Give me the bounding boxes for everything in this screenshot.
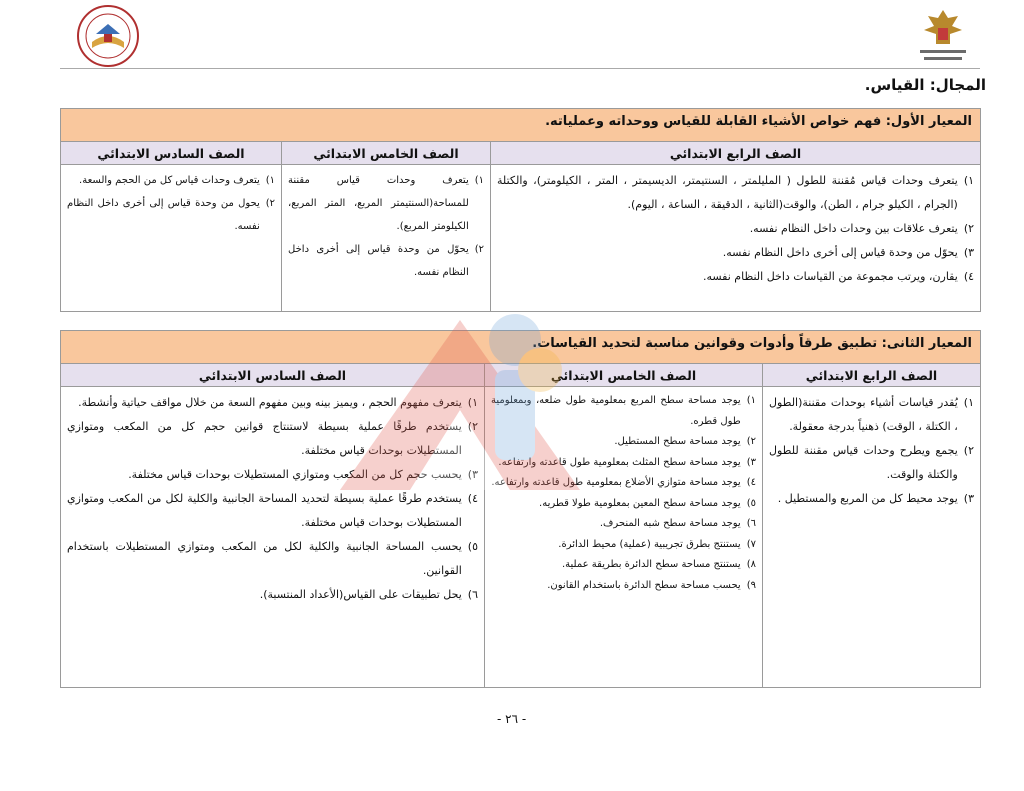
column-header-grade4: الصف الرابع الابتدائي xyxy=(763,364,981,387)
standard-one-table xyxy=(60,108,981,312)
list-item: ٨) يستنتج مساحة سطح الدائرة بطريقة عملية. xyxy=(561,559,756,570)
list-item: ٦) يحل تطبيقات على القياس(الأعداد المنتسبة). xyxy=(259,588,478,601)
standard-two-heading: المعيار الثانى: تطبيق طرقاً وأدوات وقوانين مناسبة لتحديد القياسات. xyxy=(61,331,981,364)
list-item: ١) يتعرف وحدات قياس مقننة للمساحة(السنتيمتر المربع، المتر المربع، الكيلومتر المربع). xyxy=(288,175,485,232)
column-header-grade6: الصف السادس الابتدائي xyxy=(61,364,485,387)
domain-title: المجال: القياس. xyxy=(864,76,986,94)
list-item: ٢) يستخدم طرقًا عملية بسيطة لاستنتاج قوانين حجم كل من المكعب ومتوازي المستطيلات بوحدات قياس مختلفة. xyxy=(67,420,478,457)
standard-two-table xyxy=(60,330,981,688)
page-header xyxy=(0,0,1024,72)
grade6-outcomes xyxy=(61,387,485,688)
list-item: ١) يُقدر قياسات أشياء بوحدات مقننة(الطول ، الكتلة ، الوقت) ذهنياً بدرجة معقولة. xyxy=(769,396,974,433)
standard-one-heading: المعيار الأول: فهم خواص الأشياء القابلة للقياس ووحداته وعملياته. xyxy=(61,109,981,142)
list-item: ٣) يحسب حجم كل من المكعب ومتوازي المستطيلات بوحدات قياس مختلفة. xyxy=(128,468,478,481)
list-item: ٥) يوجد مساحة سطح المعين بمعلومية طولا قطريه. xyxy=(539,497,756,509)
list-item: ٣) يحوّل من وحدة قياس إلى أخرى داخل النظام نفسه. xyxy=(722,246,975,259)
list-item: ١) يتعرف مفهوم الحجم ، ويميز بينه وبين مفهوم السعة من خلال مواقف حياتية وأنشطة. xyxy=(78,396,478,409)
list-item: ٢) يتعرف علاقات بين وحدات داخل النظام نفسه. xyxy=(749,222,975,235)
list-item: ١) يتعرف وحدات قياس مُقننة للطول ( المليلمتر ، السنتيمتر، الديسيمتر ، المتر ، الكيلومتر)، والكتلة (الجرام ، الكيلو جرام ، الطن)، والوقت(الثانية ، الدقيقة ، الساعة ، اليوم). xyxy=(497,174,975,211)
grade5-outcomes xyxy=(485,387,763,688)
grade5-outcomes xyxy=(282,165,491,312)
grade6-outcomes xyxy=(61,165,282,312)
list-item: ٦) يوجد مساحة سطح شبه المنحرف. xyxy=(599,518,756,529)
list-item: ٣) يوجد محيط كل من المربع والمستطيل . xyxy=(777,492,974,505)
list-item: ١) يتعرف وحدات قياس كل من الحجم والسعة. xyxy=(79,175,276,186)
list-item: ٤) يقارن، ويرتب مجموعة من القياسات داخل النظام نفسه. xyxy=(702,270,975,283)
column-header-grade6: الصف السادس الابتدائي xyxy=(61,142,282,165)
list-item: ٢) يحول من وحدة قياس إلى أخرى داخل النظام نفسه. xyxy=(67,198,276,232)
list-item: ٢) يحوّل من وحدة قياس إلى أخرى داخل النظام نفسه. xyxy=(288,244,485,278)
column-header-grade4: الصف الرابع الابتدائي xyxy=(491,142,981,165)
grade4-outcomes xyxy=(763,387,981,688)
list-item: ٤) يستخدم طرقًا عملية بسيطة لتحديد المساحة الجانبية والكلية لكل من المكعب ومتوازي المستطيلات بوحدات قياس مختلفة. xyxy=(67,492,478,529)
column-header-grade5: الصف الخامس الابتدائي xyxy=(485,364,763,387)
list-item: ٥) يحسب المساحة الجانبية والكلية لكل من المكعب ومتوازي المستطيلات باستخدام القوانين. xyxy=(67,540,478,577)
grade4-outcomes xyxy=(491,165,981,312)
school-seal-icon xyxy=(76,4,140,68)
list-item: ٢) يجمع ويطرح وحدات قياس مقننة للطول والكتلة والوقت. xyxy=(769,444,974,481)
list-item: ٢) يوجد مساحة سطح المستطيل. xyxy=(614,436,756,447)
list-item: ٣) يوجد مساحة سطح المثلث بمعلومية طول قاعدته وارتفاعه. xyxy=(498,456,756,468)
list-item: ٩) يحسب مساحة سطح الدائرة باستخدام القانون. xyxy=(547,579,756,591)
list-item: ٧) يستنتج بطرق تجريبية (عملية) محيط الدائرة. xyxy=(558,538,756,550)
list-item: ١) يوجد مساحة سطح المربع بمعلومية طول ضلعه، وبمعلومية طول قطره. xyxy=(491,395,756,427)
list-item: ٤) يوجد مساحة متوازي الأضلاع بمعلومية طول قاعدته وارتفاعه. xyxy=(491,477,756,488)
column-header-grade5: الصف الخامس الابتدائي xyxy=(282,142,491,165)
egypt-eagle-icon xyxy=(910,4,976,66)
header-divider xyxy=(60,68,980,69)
page-number: - ٢٦ - xyxy=(497,712,527,726)
